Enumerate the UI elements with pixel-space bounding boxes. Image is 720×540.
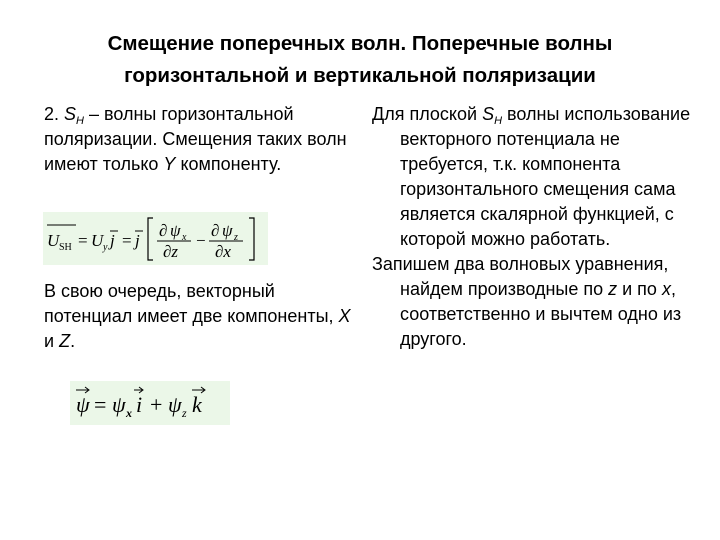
- subscript-x: x: [182, 232, 187, 243]
- left-paragraph-1: [44, 102, 364, 177]
- left-bracket: [148, 218, 153, 260]
- symbol-s: S: [482, 104, 495, 124]
- subscript-z: z: [234, 232, 238, 243]
- symbol-k: k: [192, 392, 202, 417]
- symbol-z-lower: z: [608, 279, 618, 299]
- symbol-z: Z: [59, 331, 71, 351]
- symbol-psi-x: ψ: [112, 392, 126, 417]
- para-prefix: 2.: [44, 104, 65, 124]
- para-text: , соответственно и вычтем одно из другого.: [400, 279, 682, 349]
- right-paragraph-1: [372, 102, 712, 252]
- denominator-dz: ∂z: [163, 242, 179, 261]
- symbol-i: i: [136, 392, 143, 417]
- symbol-u: U: [47, 231, 60, 250]
- para-text: и по: [617, 279, 662, 299]
- symbol-j: j: [110, 231, 115, 250]
- para-text: В свою очередь, векторный потенциал имеет две компоненты,: [44, 281, 339, 326]
- para-text: Запишем два волновых уравнения, найдем производные по: [372, 254, 669, 299]
- para-text: компоненту.: [175, 154, 282, 174]
- equals-sign: =: [94, 392, 107, 417]
- subscript-z: z: [182, 406, 187, 420]
- symbol-j: j: [135, 231, 140, 250]
- subscript-x: x: [126, 406, 132, 420]
- partial-sign: ∂: [159, 221, 168, 240]
- symbol-psi-z: ψ: [168, 392, 182, 417]
- formula-psi: [70, 381, 230, 425]
- right-column: [372, 102, 712, 352]
- symbol-psi: ψ: [76, 392, 90, 417]
- equals-sign: =: [78, 231, 88, 250]
- plus-sign: +: [150, 392, 163, 417]
- para-text: волны использование векторного потенциала не требуется, т.к. компонента горизонтального смещения сама является скалярной функцией, с которой можно работать.: [400, 104, 691, 249]
- symbol-s: S: [64, 104, 77, 124]
- subscript-sh: SH: [59, 242, 72, 253]
- denominator-dx: ∂x: [215, 242, 231, 261]
- title-line-1: Смещение поперечных волн. Поперечные волны: [107, 32, 613, 55]
- symbol-u-y: U: [91, 231, 104, 250]
- minus-sign: −: [196, 231, 206, 250]
- para-text: Для плоской: [372, 104, 483, 124]
- subscript-y: y: [103, 242, 108, 253]
- para-text: и: [44, 331, 60, 351]
- right-bracket: [249, 218, 254, 260]
- symbol-psi: ψ: [222, 221, 233, 240]
- para-text: – волны горизонтальной поляризации. Смещения таких волн имеют только: [44, 104, 347, 174]
- equals-sign: =: [122, 231, 132, 250]
- symbol-y: Y: [163, 154, 176, 174]
- para-text: .: [70, 331, 76, 351]
- slide-title: [40, 28, 680, 92]
- symbol-h-subscript: H: [76, 115, 84, 127]
- symbol-h-subscript: H: [494, 115, 503, 127]
- symbol-x-lower: x: [661, 279, 671, 299]
- symbol-psi: ψ: [170, 221, 181, 240]
- symbol-x: X: [338, 306, 351, 326]
- formula-u-sh: [43, 212, 268, 265]
- left-paragraph-2: [44, 279, 364, 354]
- title-line-2: горизонтальной и вертикальной поляризации: [124, 64, 596, 87]
- right-paragraph-2: [372, 252, 712, 352]
- partial-sign: ∂: [211, 221, 220, 240]
